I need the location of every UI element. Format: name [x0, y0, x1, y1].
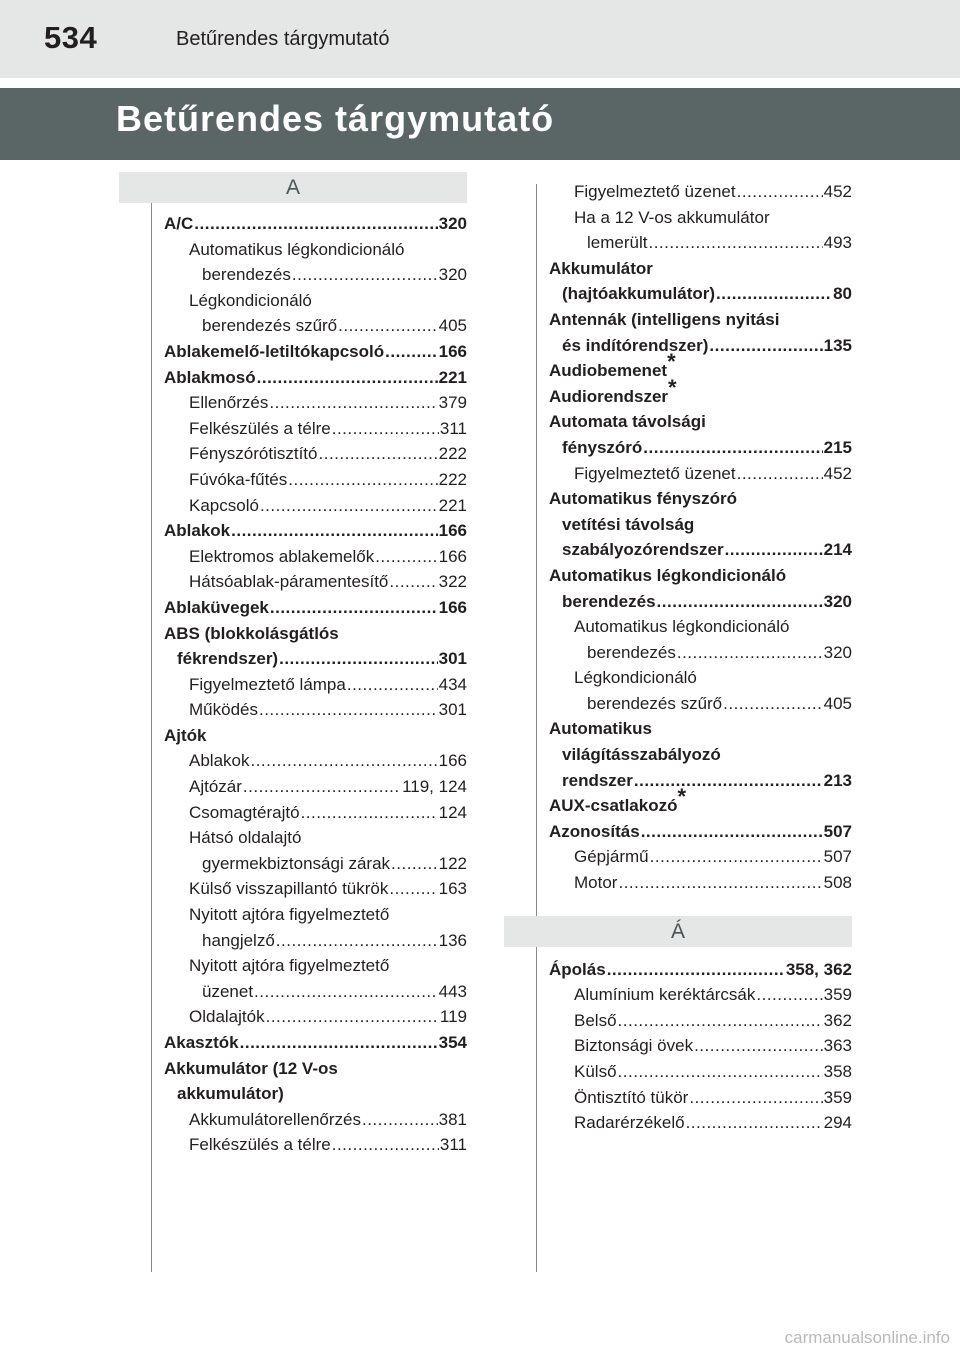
entry-term: Légkondicionáló — [574, 668, 697, 688]
page-reference: 215 — [823, 437, 852, 457]
page-reference: 434 — [438, 674, 467, 694]
index-entry — [164, 748, 467, 774]
entry-term: berendezés szűrő — [587, 693, 723, 713]
index-entry — [549, 844, 852, 870]
page-reference: 359 — [823, 1087, 852, 1107]
index-entry — [549, 742, 852, 768]
dot-leader — [259, 697, 438, 723]
index-entry — [549, 307, 852, 333]
dot-leader — [279, 646, 438, 672]
entry-term: Akasztók — [164, 1033, 239, 1052]
index-entry — [164, 1030, 467, 1056]
dot-leader — [338, 313, 437, 339]
index-entry — [549, 230, 852, 256]
page-number: 534 — [44, 20, 98, 55]
entry-term: Antennák (intelligens nyitási — [549, 309, 780, 329]
entry-term: és indítórendszer) — [562, 335, 709, 355]
entry-list — [549, 957, 852, 1136]
index-entry — [164, 953, 467, 979]
entry-term: Automatikus légkondicionáló — [549, 565, 787, 585]
page-reference: 362 — [823, 1010, 852, 1030]
dot-leader — [231, 518, 437, 544]
index-entry — [164, 493, 467, 519]
index-entry — [164, 621, 467, 647]
entry-term: Felkészülés a télre — [189, 1135, 331, 1155]
dot-leader — [725, 537, 823, 563]
page-reference: 166 — [438, 341, 467, 361]
index-entry — [549, 537, 852, 563]
letter-heading-a-acute: Á — [504, 916, 852, 947]
dot-leader — [375, 544, 437, 570]
page-reference: 221 — [438, 495, 467, 515]
page-reference: 359 — [823, 985, 852, 1005]
dot-leader — [362, 1107, 438, 1133]
page-reference: 213 — [823, 770, 852, 790]
index-entry — [164, 774, 467, 800]
index-entry — [164, 1004, 467, 1030]
index-entry — [549, 982, 852, 1008]
page-reference: 322 — [438, 572, 467, 592]
index-entry — [549, 512, 852, 538]
entry-term: szabályozórendszer — [562, 540, 724, 560]
dot-leader — [650, 844, 823, 870]
dot-leader — [332, 1132, 439, 1158]
page-reference: 405 — [823, 693, 852, 713]
index-entry — [164, 1056, 467, 1082]
center-divider — [536, 184, 537, 1272]
index-entry — [164, 237, 467, 263]
entry-term: Audiorendszer — [549, 386, 669, 406]
entry-term: Működés — [189, 700, 258, 720]
dot-leader — [634, 768, 823, 794]
page-reference: 320 — [438, 214, 467, 233]
entry-term: AUX-csatlakozó — [549, 796, 678, 816]
index-entry — [164, 262, 467, 288]
dot-leader — [301, 800, 438, 826]
index-entry — [549, 691, 852, 717]
dot-leader — [618, 1008, 823, 1034]
dot-leader — [276, 928, 438, 954]
page-reference: 214 — [823, 540, 852, 560]
page-reference: 136 — [438, 930, 467, 950]
dot-leader — [737, 179, 823, 205]
index-entry — [164, 288, 467, 314]
index-entry — [549, 349, 852, 384]
entry-term: Nyitott ajtóra figyelmeztető — [189, 956, 390, 976]
entry-list — [164, 211, 467, 1158]
page-reference: 301 — [438, 649, 467, 669]
entry-term: hangjelző — [202, 930, 275, 950]
entry-term: Külső — [574, 1062, 617, 1081]
index-entry — [164, 825, 467, 851]
entry-term: Automatikus — [549, 719, 652, 739]
dot-leader — [194, 211, 437, 237]
index-column-left — [164, 172, 467, 1158]
page-reference: 381 — [438, 1109, 467, 1129]
entry-term: Öntisztító tükör — [574, 1087, 689, 1107]
index-entry — [164, 595, 467, 621]
index-entry — [549, 614, 852, 640]
page-title: Betűrendes tárgymutató — [116, 98, 555, 139]
dot-leader — [694, 1033, 823, 1059]
entry-term: Külső visszapillantó tükrök — [189, 879, 389, 899]
index-entry — [549, 640, 852, 666]
page-reference: 354 — [438, 1033, 467, 1052]
watermark: carmanualsonline.info — [784, 1328, 950, 1347]
index-entry — [549, 256, 852, 282]
page-reference: 301 — [438, 700, 467, 720]
entry-term: Felkészülés a télre — [189, 418, 331, 438]
dot-leader — [319, 441, 438, 467]
entry-term: Légkondicionáló — [189, 290, 312, 310]
index-entry — [549, 486, 852, 512]
entry-term: Ablaküvegek — [164, 597, 269, 617]
dot-leader — [756, 982, 822, 1008]
index-entry — [164, 390, 467, 416]
index-entry — [164, 672, 467, 698]
entry-term: Azonosítás — [549, 821, 640, 841]
header-bar — [0, 0, 960, 78]
page-reference: 122 — [438, 853, 467, 873]
index-entry — [164, 518, 467, 544]
index-entry — [164, 416, 467, 442]
dot-leader — [709, 333, 822, 359]
index-entry — [549, 1085, 852, 1111]
entry-term: berendezés szűrő — [202, 316, 338, 336]
page-reference: 452 — [823, 463, 852, 483]
dot-leader — [716, 281, 832, 307]
entry-term: Ablakok — [164, 521, 231, 541]
page-reference: 379 — [438, 393, 467, 413]
index-entry — [549, 819, 852, 845]
entry-term: Belső — [574, 1010, 617, 1030]
index-entry — [549, 281, 852, 307]
left-divider — [151, 172, 152, 1272]
entry-term: Automatikus légkondicionáló — [189, 239, 405, 259]
page-reference: 320 — [823, 591, 852, 611]
dot-leader — [254, 979, 438, 1005]
footnote-asterisk: * — [667, 349, 676, 375]
entry-term: berendezés — [562, 591, 656, 611]
page-reference: 166 — [438, 751, 467, 771]
entry-term: Akkumulátor — [549, 258, 653, 278]
entry-term: Akkumulátorellenőrzés — [189, 1109, 361, 1129]
entry-term: Elektromos ablakemelők — [189, 546, 375, 566]
entry-term: rendszer — [562, 770, 633, 790]
dot-leader — [677, 640, 823, 666]
dot-leader — [269, 390, 437, 416]
page-reference: 358 — [823, 1062, 852, 1081]
page-reference: 508 — [823, 873, 852, 893]
entry-term: vetítési távolság — [562, 514, 695, 534]
index-entry — [549, 205, 852, 231]
dot-leader — [250, 748, 437, 774]
index-entry — [549, 435, 852, 461]
index-entry — [164, 979, 467, 1005]
entry-term: Alumínium keréktárcsák — [574, 985, 756, 1005]
page-reference: 507 — [823, 821, 852, 841]
page-reference: 320 — [438, 265, 467, 285]
page-reference: 166 — [438, 521, 467, 541]
dot-leader — [686, 1110, 823, 1136]
page-reference: 124 — [438, 802, 467, 822]
entry-term: Motor — [574, 873, 618, 893]
entry-term: Csomagtérajtó — [189, 802, 300, 822]
entry-term: Automata távolsági — [549, 412, 706, 432]
entry-term: Figyelmeztető lámpa — [189, 674, 346, 694]
dot-leader — [292, 262, 438, 288]
index-entry — [164, 928, 467, 954]
entry-term: Radarérzékelő — [574, 1113, 685, 1133]
dot-leader — [385, 339, 438, 365]
dot-leader — [288, 467, 437, 493]
index-entry — [164, 851, 467, 877]
dot-leader — [240, 1030, 438, 1056]
dot-leader — [243, 774, 401, 800]
index-entry — [164, 441, 467, 467]
page-reference: 135 — [823, 335, 852, 355]
page-reference: 311 — [439, 418, 467, 438]
dot-leader — [391, 851, 438, 877]
dot-leader — [332, 416, 439, 442]
index-entry — [164, 1107, 467, 1133]
page-reference: 311 — [439, 1135, 467, 1155]
page-reference: 222 — [438, 444, 467, 464]
entry-term: lemerült — [587, 233, 648, 253]
entry-term: (hajtóakkumulátor) — [562, 284, 716, 304]
entry-term: Hátsó oldalajtó — [189, 828, 302, 848]
entry-term: berendezés — [202, 265, 291, 285]
index-entry — [549, 1033, 852, 1059]
page-reference: 119, 124 — [402, 777, 467, 797]
entry-term: Fényszórótisztító — [189, 444, 318, 464]
entry-term: Ablakemelő-letiltókapcsoló — [164, 341, 385, 361]
entry-term: Biztonsági övek — [574, 1036, 694, 1056]
dot-leader — [607, 957, 785, 983]
index-entry — [164, 723, 467, 749]
entry-term: Figyelmeztető üzenet — [574, 182, 736, 201]
dot-leader — [260, 493, 438, 519]
entry-term: Ellenőrzés — [189, 393, 269, 413]
index-entry — [549, 957, 852, 983]
entry-term: Hátsóablak-páramentesítő — [189, 572, 389, 592]
index-entry — [549, 563, 852, 589]
entry-term: Ablakok — [189, 751, 250, 771]
dot-leader — [657, 589, 823, 615]
dot-leader — [643, 435, 822, 461]
index-entry — [549, 1110, 852, 1136]
page-reference: 405 — [438, 316, 467, 336]
page-reference: 222 — [438, 469, 467, 489]
index-entry — [549, 665, 852, 691]
index-entry — [549, 409, 852, 435]
dot-leader — [257, 365, 438, 391]
entry-list — [549, 179, 852, 896]
page-reference: 221 — [438, 367, 467, 387]
index-entry — [549, 716, 852, 742]
page-reference: 166 — [438, 546, 467, 566]
entry-term: fényszóró — [562, 437, 643, 457]
index-entry — [549, 461, 852, 487]
dot-leader — [389, 569, 437, 595]
dot-leader — [347, 672, 438, 698]
entry-term: Ablakmosó — [164, 367, 256, 387]
entry-term: Ápolás — [549, 959, 606, 979]
entry-term: fékrendszer) — [177, 649, 279, 669]
page-reference: 119 — [439, 1007, 467, 1027]
dot-leader — [266, 1004, 439, 1030]
index-entry — [164, 467, 467, 493]
page-reference: 80 — [833, 284, 852, 304]
entry-term: üzenet — [202, 981, 254, 1001]
index-entry — [549, 179, 852, 205]
footnote-asterisk: * — [668, 374, 677, 400]
index-entry — [549, 374, 852, 410]
entry-term: Fúvóka-fűtés — [189, 469, 288, 489]
index-entry — [549, 870, 852, 896]
index-entry — [164, 313, 467, 339]
page-reference: 320 — [823, 642, 852, 662]
index-entry — [164, 697, 467, 723]
index-entry — [549, 784, 852, 819]
index-entry — [549, 768, 852, 794]
page-reference: 493 — [823, 233, 852, 253]
index-entry — [164, 800, 467, 826]
page-reference: 363 — [823, 1036, 852, 1056]
index-entry — [164, 365, 467, 391]
index-entry — [164, 211, 467, 237]
entry-term: gyermekbiztonsági zárak — [202, 853, 391, 873]
dot-leader — [641, 819, 823, 845]
index-entry — [549, 1059, 852, 1085]
entry-term: Kapcsoló — [189, 495, 259, 515]
index-entry — [549, 333, 852, 359]
dot-leader — [723, 691, 822, 717]
entry-term: Gépjármű — [574, 847, 649, 867]
dot-leader — [270, 595, 438, 621]
index-entry — [164, 902, 467, 928]
entry-term: világításszabályozó — [562, 745, 721, 765]
letter-heading-a: A — [119, 172, 467, 203]
entry-term: ABS (blokkolásgátlós — [164, 623, 339, 643]
entry-term: Automatikus légkondicionáló — [574, 617, 790, 637]
index-entry — [164, 339, 467, 365]
dot-leader — [689, 1085, 822, 1111]
page-reference: 507 — [823, 847, 852, 867]
page-reference: 294 — [823, 1113, 852, 1133]
index-entry — [549, 1008, 852, 1034]
entry-term: Ha a 12 V-os akkumulátor — [574, 207, 770, 227]
page-reference: 358, 362 — [785, 959, 852, 979]
entry-term: Ajtózár — [189, 777, 242, 797]
page-reference: 452 — [823, 182, 852, 201]
page-reference: 443 — [438, 981, 467, 1001]
dot-leader — [618, 870, 822, 896]
page-reference: 166 — [438, 597, 467, 617]
index-entry — [164, 1081, 467, 1107]
dot-leader — [737, 461, 823, 487]
index-entry — [549, 589, 852, 615]
entry-term: Oldalajtók — [189, 1007, 265, 1027]
dot-leader — [618, 1059, 823, 1085]
index-entry — [164, 646, 467, 672]
page-reference: 163 — [438, 879, 467, 899]
running-title: Betűrendes tárgymutató — [176, 28, 390, 50]
index-entry — [164, 544, 467, 570]
entry-term: Nyitott ajtóra figyelmeztető — [189, 905, 390, 925]
entry-term: akkumulátor) — [177, 1084, 284, 1104]
dot-leader — [389, 876, 437, 902]
dot-leader — [648, 230, 822, 256]
index-entry — [164, 876, 467, 902]
entry-term: berendezés — [587, 642, 676, 662]
index-entry — [164, 569, 467, 595]
footnote-asterisk: * — [677, 784, 687, 810]
entry-term: Audiobemenet — [549, 361, 668, 381]
index-entry — [164, 1132, 467, 1158]
entry-term: Figyelmeztető üzenet — [574, 463, 736, 483]
entry-term: Akkumulátor (12 V-os — [164, 1058, 338, 1078]
entry-term: Automatikus fényszóró — [549, 489, 737, 509]
entry-term: A/C — [164, 214, 194, 233]
index-column-right — [549, 179, 852, 1136]
entry-term: Ajtók — [164, 725, 207, 745]
